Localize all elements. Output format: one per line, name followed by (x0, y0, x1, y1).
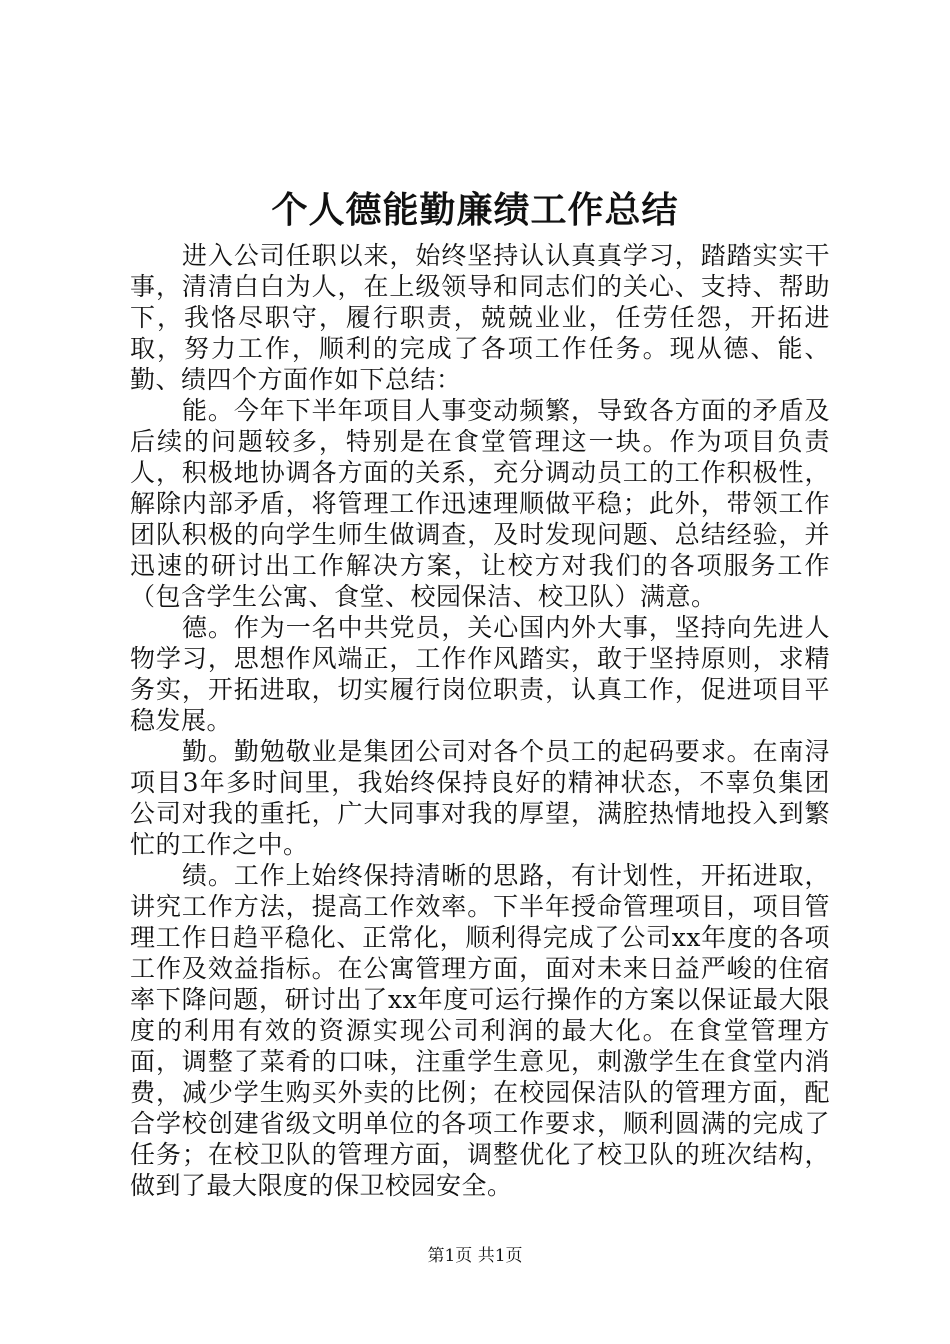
paragraph-morality: 德。作为一名中共党员，关心国内外大事，坚持向先进人物学习，思想作风端正，工作作风踏实，敢于坚持原则，求精务实，开拓进取，切实履行岗位职责，认真工作，促进项目平稳发展。 (130, 613, 830, 735)
paragraph-diligence: 勤。勤勉敬业是集团公司对各个员工的起码要求。在南浔项目3年多时间里，我始终保持良好的精神状态，不辜负集团公司对我的重托，广大同事对我的厚望，满腔热情地投入到繁忙的工作之中。 (130, 737, 830, 859)
paragraph-achievement: 绩。工作上始终保持清晰的思路，有计划性，开拓进取，讲究工作方法，提高工作效率。下半年授命管理项目，项目管理工作日趋平稳化、正常化，顺利得完成了公司xx年度的各项工作及效益指标。在公寓管理方面，面对未来日益严峻的住宿率下降问题，研讨出了xx年度可运行操作的方案以保证最大限度的利用有效的资源实现公司利润的最大化。在食堂管理方面，调整了菜肴的口味，注重学生意见，刺激学生在食堂内消费，减少学生购买外卖的比例；在校园保洁队的管理方面，配合学校创建省级文明单位的各项工作要求，顺利圆满的完成了任务；在校卫队的管理方面，调整优化了校卫队的班次结构，做到了最大限度的保卫校园安全。 (130, 861, 830, 1200)
document-title: 个人德能勤廉绩工作总结 (271, 189, 679, 231)
paragraph-ability: 能。今年下半年项目人事变动频繁，导致各方面的矛盾及后续的问题较多，特别是在食堂管理这一块。作为项目负责人，积极地协调各方面的关系，充分调动员工的工作积极性，解除内部矛盾，将管理工作迅速理顺做平稳；此外，带领工作团队积极的向学生师生做调查，及时发现问题、总结经验，并迅速的研讨出工作解决方案，让校方对我们的各项服务工作（包含学生公寓、食堂、校园保洁、校卫队）满意。 (130, 396, 830, 611)
document-body (130, 240, 830, 1201)
page-footer: 第1页 共1页 (427, 1246, 523, 1266)
paragraph-intro: 进入公司任职以来，始终坚持认认真真学习，踏踏实实干事，清清白白为人，在上级领导和同志们的关心、支持、帮助下，我恪尽职守，履行职责，兢兢业业，任劳任怨，开拓进取，努力工作，顺利的完成了各项工作任务。现从德、能、勤、绩四个方面作如下总结： (130, 241, 830, 394)
